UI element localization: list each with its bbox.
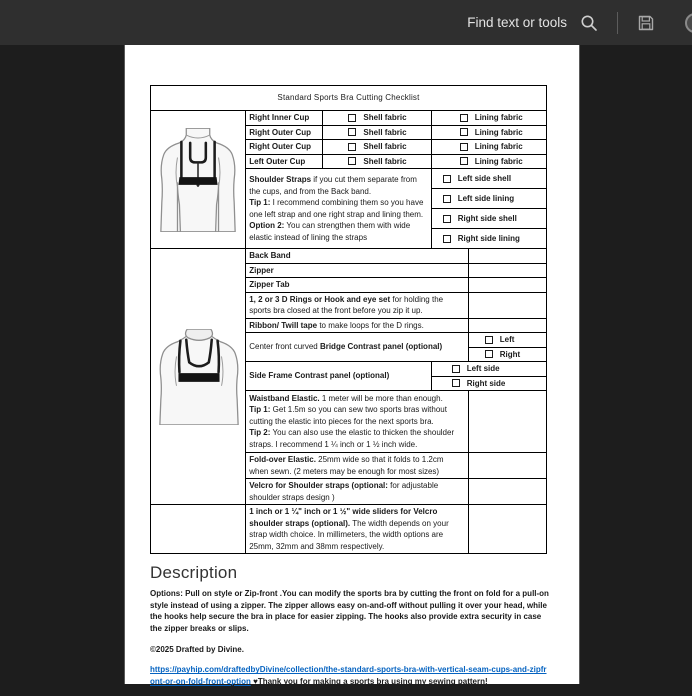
checkbox-label: Lining fabric xyxy=(474,113,523,122)
checkbox-label: Lining fabric xyxy=(474,127,523,137)
thanks-text: ♥Thank you for making a sports bra using my sewing pattern! xyxy=(250,676,488,686)
save-icon[interactable] xyxy=(636,13,656,33)
link-paragraph xyxy=(150,664,550,687)
bridge-panel-text-cell: Center front curved Bridge Contrast panel (optional) xyxy=(246,333,469,362)
fold-over-elastic-text-cell: Fold-over Elastic. 25mm wide so that it folds to 1.2cm when sewn. (2 meters may be enough for most sizes) xyxy=(246,453,469,479)
checkbox-label: Shell fabric xyxy=(363,113,407,122)
checkbox-label: Left xyxy=(499,335,515,344)
checkbox-icon xyxy=(443,235,451,243)
waistband-elastic-text-cell: Waistband Elastic. 1 meter will be more than enough. Tip 1: Get 1.5m so you can sew two sports bras without cutting the elastic into pieces for the next sports bra. Tip 2: You can also use the elastic to thicken the shoulder straps. I recommend 1 ¼ inch or 1 ½ inch wide. xyxy=(246,391,469,453)
empty-cell xyxy=(468,278,546,293)
checkbox-icon xyxy=(452,379,460,387)
checkbox-icon xyxy=(460,143,468,151)
checkbox-label: Lining fabric xyxy=(474,156,523,166)
checkbox-label: Right side shell xyxy=(457,213,517,223)
checkbox-icon xyxy=(460,114,468,122)
checkbox-icon xyxy=(443,195,451,203)
checkbox-icon xyxy=(452,365,460,373)
empty-cell xyxy=(468,479,546,505)
pdf-page xyxy=(124,45,580,684)
item-text-cell: Back Band xyxy=(246,249,469,264)
cutting-checklist-table xyxy=(150,85,547,554)
item-name-cell: Left Outer Cup xyxy=(246,154,323,169)
checkbox-icon xyxy=(460,128,468,136)
checkbox-icon xyxy=(348,157,356,165)
assistant-icon[interactable] xyxy=(685,13,692,33)
item-name-cell: Right Outer Cup xyxy=(246,140,323,155)
checkbox-icon xyxy=(485,350,493,358)
checkbox-label: Right side lining xyxy=(457,233,520,243)
copyright-text: ©2025 Drafted by Divine. xyxy=(150,645,244,655)
description-paragraph: Options: Pull on style or Zip-front .You can modify the sports bra by cutting the front on fold for a pull-on style instead of using a zipper. The zipper allows easy on-and-off without pulling it over your head, while the hooks help secure the bra in place for easier zipping. The hooks also provide extra security in case the zipper breaks or slips. xyxy=(150,589,549,633)
empty-cell xyxy=(468,263,546,278)
page-content xyxy=(150,85,547,696)
checkbox-icon xyxy=(443,215,451,223)
velcro-text-cell: Velcro for Shoulder straps (optional: for adjustable shoulder straps design ) xyxy=(246,479,469,505)
checkbox-label: Left side shell xyxy=(457,173,512,183)
checkbox-label: Right side xyxy=(466,378,506,388)
checkbox-icon xyxy=(460,157,468,165)
checkbox-icon xyxy=(485,336,493,344)
checkbox-icon xyxy=(348,128,356,136)
item-name-cell: Right Inner Cup xyxy=(246,111,323,126)
bra-back-illustration xyxy=(151,249,246,505)
item-text-cell: Ribbon/ Twill tape to make loops for the D rings. xyxy=(246,318,469,333)
checkbox-label: Right xyxy=(499,349,521,359)
item-text-cell: Zipper xyxy=(246,263,469,278)
toolbar-divider xyxy=(617,12,618,34)
search-icon[interactable] xyxy=(579,13,599,33)
checkbox-label: Lining fabric xyxy=(474,142,523,151)
checkbox-label: Left side xyxy=(466,364,500,373)
empty-cell xyxy=(468,292,546,318)
find-text-or-tools-label[interactable]: Find text or tools xyxy=(467,15,567,30)
checkbox-icon xyxy=(348,114,356,122)
item-name-cell: Right Outer Cup xyxy=(246,125,323,140)
shoulder-straps-text-cell: Shoulder Straps if you cut them separate from the cups, and from the Back band. Tip 1: I recommend combining them so you have one left strap and one right strap and lining them. Option 2: You can strengthen them with wide elastic instead of lining the straps xyxy=(246,169,431,249)
checkbox-label: Shell fabric xyxy=(363,127,407,137)
checkbox-label: Shell fabric xyxy=(363,156,407,166)
empty-cell xyxy=(468,318,546,333)
checkbox-label: Left side lining xyxy=(457,193,515,203)
item-text-cell: 1, 2 or 3 D Rings or Hook and eye set for holding the sports bra closed at the front before you zip it up. xyxy=(246,292,469,318)
side-frame-text-cell: Side Frame Contrast panel (optional) xyxy=(246,362,431,391)
bra-front-illustration xyxy=(151,111,246,249)
item-text-cell: Zipper Tab xyxy=(246,278,469,293)
empty-cell xyxy=(468,505,546,554)
checkbox-label: Shell fabric xyxy=(363,142,407,151)
empty-image-cell xyxy=(151,505,246,554)
empty-cell xyxy=(468,453,546,479)
document-title: Standard Sports Bra Cutting Checklist xyxy=(151,86,547,111)
empty-cell xyxy=(468,249,546,264)
viewer-toolbar xyxy=(0,0,692,45)
sliders-text-cell: 1 inch or 1 ¼" inch or 1 ½" wide sliders for Velcro shoulder straps (optional). The width depends on your strap width choice. In millimeters, the width options are 25mm, 32mm and 38mm respectively. xyxy=(246,505,469,554)
description-heading: Description xyxy=(150,563,238,582)
checkbox-icon xyxy=(348,143,356,151)
checkbox-icon xyxy=(443,175,451,183)
pattern-link[interactable]: https://payhip.com/draftedbyDivine/collection/the-standard-sports-bra-with-vertical-seam-cups-and-zipfront-or-on-fold-front-option xyxy=(150,665,547,686)
empty-cell xyxy=(468,391,546,453)
